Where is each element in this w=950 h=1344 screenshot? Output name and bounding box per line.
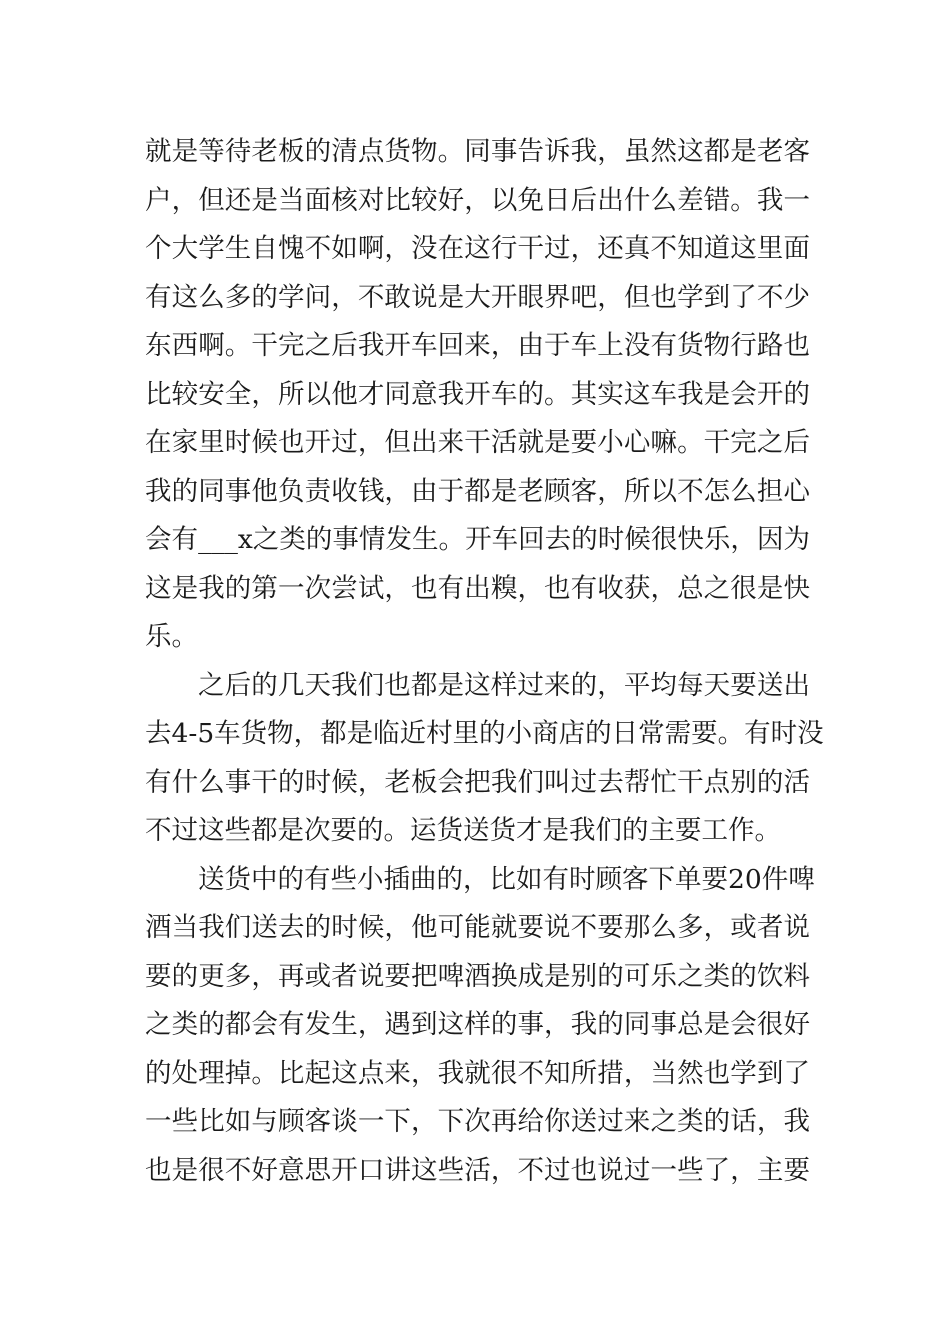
text-line: 个大学生自愧不如啊，没在这行干过，还真不知道这里面 — [145, 233, 810, 264]
text-line: 之后的几天我们也都是这样过来的，平均每天要送出 — [198, 669, 810, 701]
text-line: 也是很不好意思开口讲这些活，不过也说过一些了，主要 — [145, 1154, 810, 1186]
text-line: 我的同事他负责收钱，由于都是老顾客，所以不怎么担心 — [145, 475, 810, 507]
text-line: 这是我的第一次尝试，也有出糗，也有收获，总之很是快 — [145, 572, 810, 604]
text-line: 会有___x之类的事情发生。开车回去的时候很快乐，因为 — [145, 524, 810, 555]
text-line: 在家里时候也开过，但出来干活就是要小心嘛。干完之后 — [145, 427, 810, 458]
text-line: 户，但还是当面核对比较好，以免日后出什么差错。我一 — [145, 184, 810, 216]
text-line: 比较安全，所以他才同意我开车的。其实这车我是会开的 — [145, 378, 810, 410]
text-line: 一些比如与顾客谈一下，下次再给你送过来之类的话，我 — [145, 1106, 810, 1137]
text-line: 去4-5车货物，都是临近村里的小商店的日常需要。有时没 — [145, 718, 824, 749]
paragraph-1 — [145, 128, 810, 662]
text-line: 东西啊。干完之后我开车回来，由于车上没有货物行路也 — [145, 330, 810, 361]
text-line: 的处理掉。比起这点来，我就很不知所措，当然也学到了 — [145, 1057, 810, 1089]
text-line: 有这么多的学问，不敢说是大开眼界吧，但也学到了不少 — [145, 281, 810, 313]
text-line: 有什么事干的时候，老板会把我们叫过去帮忙干点别的活 — [145, 766, 810, 798]
text-line: 不过这些都是次要的。运货送货才是我们的主要工作。 — [145, 815, 781, 846]
paragraph-2 — [145, 662, 824, 856]
text-line: 送货中的有些小插曲的，比如有时顾客下单要20件啤 — [198, 863, 815, 895]
text-line: 酒当我们送去的时候，他可能就要说不要那么多，或者说 — [145, 912, 810, 943]
text-line: 就是等待老板的清点货物。同事告诉我，虽然这都是老客 — [145, 136, 810, 167]
text-line: 乐。 — [145, 621, 198, 652]
paragraph-3 — [145, 856, 815, 1196]
body-text — [145, 128, 824, 1195]
text-line: 之类的都会有发生，遇到这样的事，我的同事总是会很好 — [145, 1009, 810, 1040]
text-line: 要的更多，再或者说要把啤酒换成是别的可乐之类的饮料 — [145, 960, 810, 992]
